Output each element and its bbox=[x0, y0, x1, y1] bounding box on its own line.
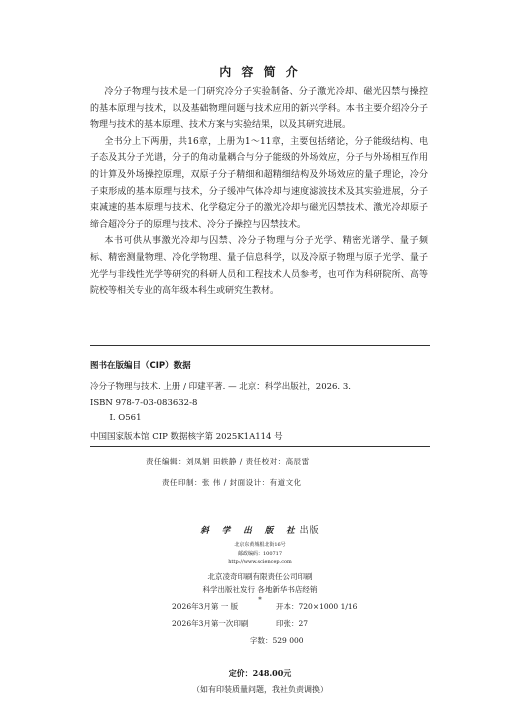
distribution: 科学出版社发行 各地新华书店经销 bbox=[202, 584, 318, 594]
cip-heading: 图书在版编目（CIP）数据 bbox=[90, 361, 191, 371]
cip-isbn: ISBN 978-7-03-083632-8 bbox=[90, 397, 198, 408]
cip-record-number: 中国国家版本馆 CIP 数据核字第 2025K1A114 号 bbox=[90, 432, 283, 442]
separator-star: * bbox=[258, 595, 262, 604]
price: 定价：248.00元 bbox=[228, 668, 292, 678]
edition-date: 2026年3月第 一 版 bbox=[172, 602, 239, 611]
content-summary bbox=[90, 84, 428, 300]
summary-paragraph: 全书分上下两册，共16章，上册为1～11章，主要包括绪论，分子能级结构、电子态及其分子光谱，分子的角动量耦合与分子能级的外场效应，分子与外场相互作用的计算及外场操控原理，双原子分子精细和超精细结构及外场效应的量子理论，冷分子束形成的基本原理与技术，分子缓冲气体冷却与速度滤波技术及其实验进展，分子束减速的基本原理与技术、化学稳定分子的激光冷却与磁光囚禁技术、激光冷却原子缔合超冷分子的原理与技术、冷分子操控与囚禁技术。 bbox=[90, 136, 428, 230]
publisher-website: http://www.sciencep.com bbox=[228, 559, 292, 565]
cip-record bbox=[90, 380, 430, 427]
production-credits: 责任印制：张 伟 / 封面设计：有道文化 bbox=[162, 478, 302, 487]
summary-paragraph: 冷分子物理与技术是一门研究冷分子实验制备、分子激光冷却、磁光囚禁与操控的基本原理与技术，以及基础物理问题与技术应用的新兴学科。本书主要介绍冷分子物理与技术的基本原理、技术方案与实验结果，以及其研究进展。 bbox=[90, 87, 428, 131]
publisher-logo: 斜 学 出 版 社 bbox=[200, 526, 300, 536]
publisher-address: 北京东黄城根北街16号 bbox=[234, 542, 286, 548]
page-title: 内 容 简 介 bbox=[219, 65, 301, 79]
quality-notice: （如有印装质量问题，我社负责调换） bbox=[192, 685, 328, 694]
print-date: 2026年3月第一次印刷 bbox=[172, 619, 249, 628]
editor-credits: 责任编辑：刘凤娟 田轶静 / 责任校对：高辰雷 bbox=[146, 457, 310, 466]
printer: 北京凌奇印刷有限责任公司印刷 bbox=[207, 571, 313, 581]
page-format: 开本：720×1000 1/16 bbox=[276, 602, 358, 611]
publisher-block bbox=[0, 523, 520, 604]
printed-sheets: 印张：27 bbox=[276, 619, 309, 628]
publisher-postcode: 邮政编码：100717 bbox=[237, 550, 283, 557]
cip-citation: 冷分子物理与技术. 上册 / 印建平著. — 北京：科学出版社，2026. 3. bbox=[90, 382, 351, 392]
publisher-name-suffix: 出版 bbox=[299, 526, 320, 536]
publisher-name bbox=[0, 523, 520, 536]
word-count: 字数：529 000 bbox=[250, 636, 304, 645]
summary-paragraph: 本书可供从事激光冷却与囚禁、冷分子物理与分子光学、精密光谱学、量子频标、精密测量物理、冷化学物理、量子信息科学，以及冷原子物理与原子光学、量子光学与非线性光学等研究的科研人员和工程技术人员参考，也可作为科研院所、高等院校等相关专业的高年级本科生或研究生教材。 bbox=[90, 236, 428, 297]
cip-classification: Ⅰ. O561 bbox=[109, 413, 142, 423]
divider bbox=[90, 446, 430, 447]
divider bbox=[90, 345, 430, 346]
